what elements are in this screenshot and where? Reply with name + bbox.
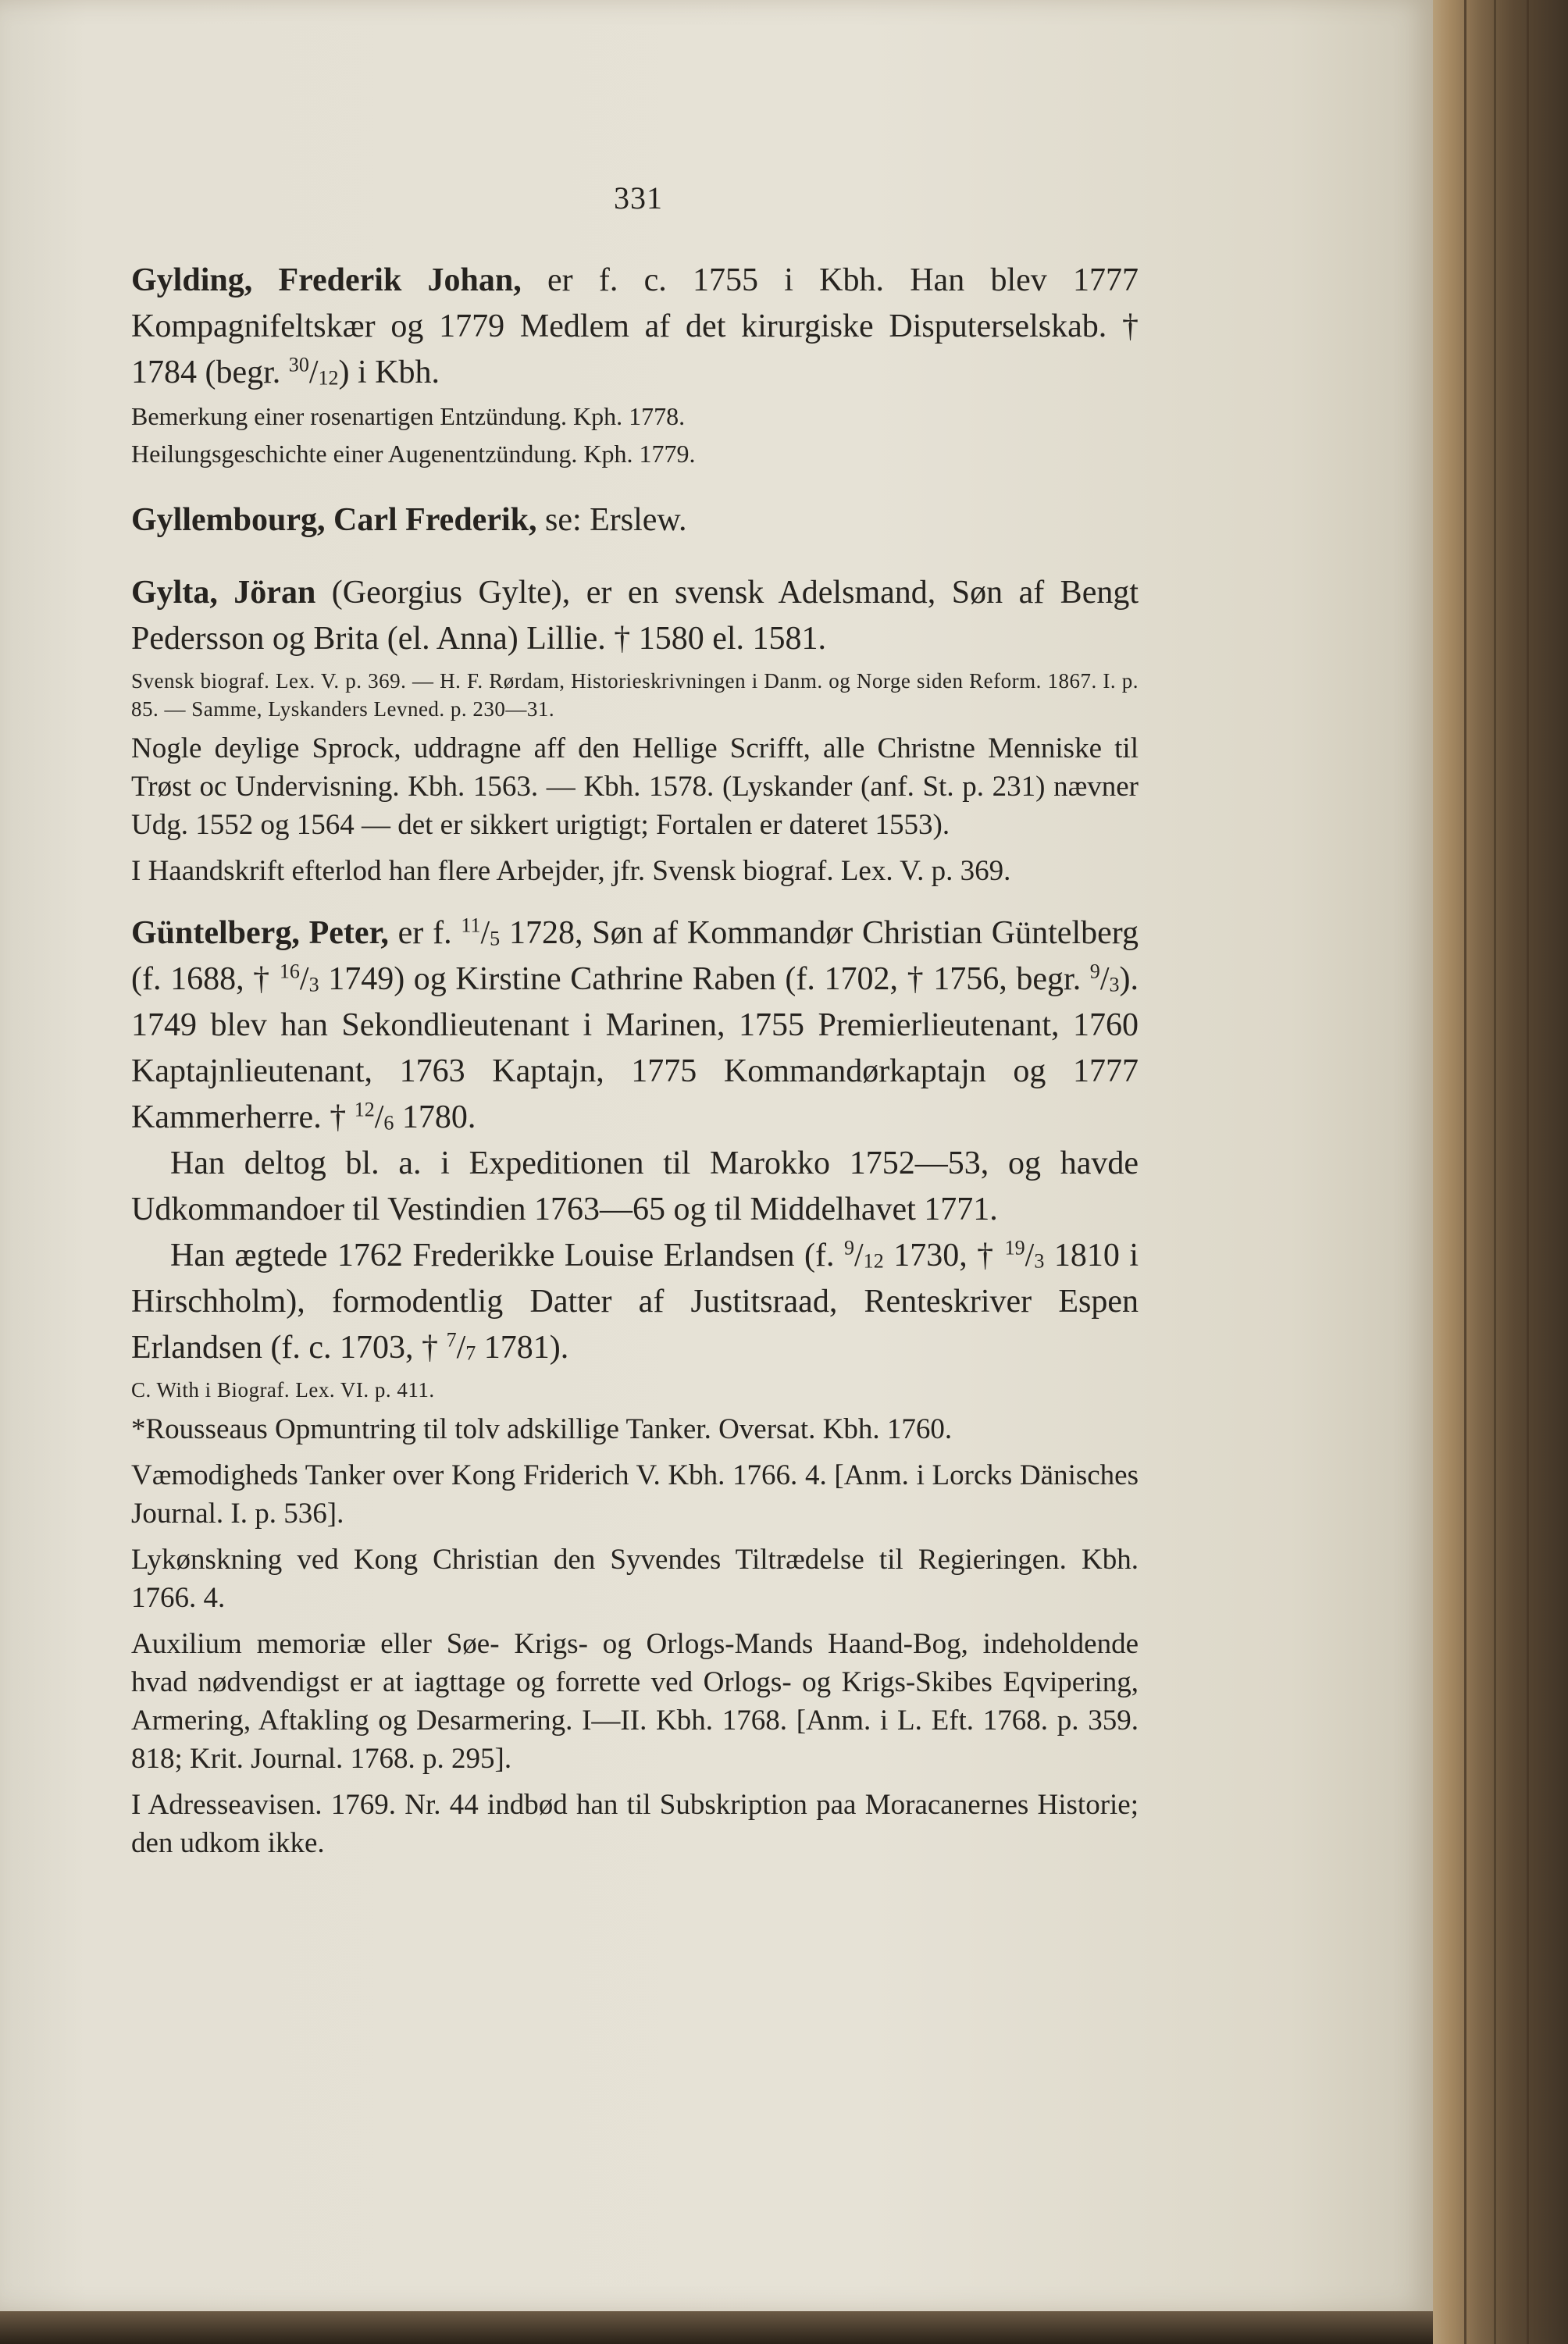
fraction-numerator: 16 [279,960,300,983]
fraction-denominator: 3 [1109,973,1120,996]
fraction-denominator: 3 [1034,1249,1045,1273]
work-item: Heilungsgeschichte einer Augenentzündung. Kph. 1779. [131,440,696,468]
entry-name: Güntelberg, Peter, [131,915,389,951]
reference-list: Svensk biograf. Lex. V. p. 369. — H. F. Rørdam, Historieskrivningen i Danm. og Norge siden Reform. 1867. I. p. 85. — Samme, Lyskanders Levned. p. 230—31. [131,669,1139,721]
book-spine-edge [1433,0,1568,2344]
entry-text: 1810 i Hirschholm), formodentlig Datter af Justitsraad, Renteskriver Espen Erlandsen (f. c. 1703, † [131,1238,1139,1366]
fraction-numerator: 11 [461,914,481,937]
fraction-denominator: 7 [465,1341,476,1365]
work-item: Nogle deylige Sprock, uddragne aff den Hellige Scrifft, alle Christne Menniske til Trøst oc Undervisning. Kbh. 1563. — Kbh. 1578. (Lyskander (anf. St. p. 231) nævner Udg. 1552 og 1564 — det er sikkert urigtigt; Fortalen er dateret 1553). [131,732,1139,841]
entry-name: Gylta, Jöran [131,575,316,611]
entry-gylding [131,258,1139,396]
fraction-denominator: 3 [308,973,319,996]
entry-text: 1780. [394,1099,476,1135]
work-item: Lykønskning ved Kong Christian den Syvendes Tiltrædelse til Regieringen. Kbh. 1766. 4. [131,1544,1139,1614]
entry-text: Han ægtede 1762 Frederikke Louise Erlandsen (f. [170,1238,844,1274]
date-fraction: $^{12}/_6$ [354,1098,394,1135]
entry-paragraph: Han deltog bl. a. i Expeditionen til Marokko 1752—53, og havde Udkommandoer til Vestindien 1763—65 og til Middelhavet 1771. [131,1145,1139,1227]
entry-text: se: Erslew. [536,502,687,538]
reference-list: C. With i Biograf. Lex. VI. p. 411. [131,1378,435,1402]
date-fraction: $^9/_{12}$ [843,1236,884,1274]
work-item: Bemerkung einer rosenartigen Entzündung. Kph. 1778. [131,402,686,430]
fraction-numerator: 9 [843,1236,854,1259]
fraction-numerator: 30 [288,353,309,376]
fraction-denominator: 12 [863,1249,884,1273]
entry-gylta [131,570,1139,662]
entry-text: ). 1749 blev han Sekondlieutenant i Marinen, 1755 Premierlieutenant, 1760 Kaptajnlieutenant, 1763 Kaptajn, 1775 Kommandørkaptajn og 1777 Kammerherre. † [131,961,1139,1135]
page-bottom-edge [0,2311,1433,2344]
entry-paragraph [131,1233,1139,1371]
date-fraction: $^{19}/_3$ [1004,1236,1045,1274]
work-item: Væmodigheds Tanker over Kong Friderich V. Kbh. 1766. 4. [Anm. i Lorcks Dänisches Journal. I. p. 536]. [131,1459,1139,1530]
fraction-denominator: 12 [318,366,339,390]
fraction-numerator: 19 [1004,1236,1025,1259]
date-fraction: $^{30}/_{12}$ [288,353,339,390]
entry-name: Gylding, Frederik Johan, [131,262,522,298]
fraction-numerator: 9 [1089,960,1100,983]
fraction-numerator: 7 [446,1328,457,1352]
work-item: *Rousseaus Opmuntring til tolv adskillige Tanker. Oversat. Kbh. 1760. [131,1413,953,1445]
work-item: Auxilium memoriæ eller Søe- Krigs- og Orlogs-Mands Haand-Bog, indeholdende hvad nødvendigst er at iagttage og forrette ved Orlogs- og Krigs-Skibes Eqvipering, Armering, Aftakling og Desarmering. I—II. Kbh. 1768. [Anm. i L. Eft. 1768. p. 359. 818; Krit. Journal. 1768. p. 295]. [131,1628,1139,1775]
entry-guntelberg [131,910,1139,1141]
date-fraction: $^7/_7$ [446,1328,476,1366]
date-fraction: $^9/_3$ [1089,960,1120,997]
entry-name: Gyllembourg, Carl Frederik, [131,502,537,538]
fraction-denominator: 6 [383,1111,394,1135]
entry-text: er f. [388,915,461,951]
page-body [131,258,1139,1862]
entry-text: er f. c. 1755 i Kbh. Han blev 1777 Kompagnifeltskær og 1779 Medlem af det kirurgiske Disputerselskab. † 1784 (begr. [131,262,1139,390]
page-edge-line [1527,0,1529,2344]
date-fraction: $^{11}/_5$ [461,914,501,951]
date-fraction: $^{16}/_3$ [279,960,319,997]
entry-text: (Georgius Gylte), er en svensk Adelsmand, Søn af Bengt Pedersson og Brita (el. Anna) Lillie. † 1580 el. 1581. [131,575,1139,657]
page-edge-line [1494,0,1496,2344]
work-item: I Adresseavisen. 1769. Nr. 44 indbød han til Subskription paa Moracanernes Historie; den udkom ikke. [131,1789,1139,1859]
fraction-numerator: 12 [354,1098,375,1121]
entry-gyllembourg [131,497,1139,543]
entry-text: 1728, Søn af Kommandør Christian Güntelberg (f. 1688, † [131,915,1139,997]
entry-text: 1730, † [883,1238,1005,1274]
entry-text: 1781). [476,1330,569,1366]
fraction-denominator: 5 [490,927,501,950]
entry-text: 1749) og Kirstine Cathrine Raben (f. 1702, † 1756, begr. [319,961,1090,997]
page-edge-line [1464,0,1466,2344]
entry-text: ) i Kbh. [338,354,440,390]
entry-note: I Haandskrift efterlod han flere Arbejder, jfr. Svensk biograf. Lex. V. p. 369. [131,855,1011,887]
page-number: 331 [614,180,663,216]
